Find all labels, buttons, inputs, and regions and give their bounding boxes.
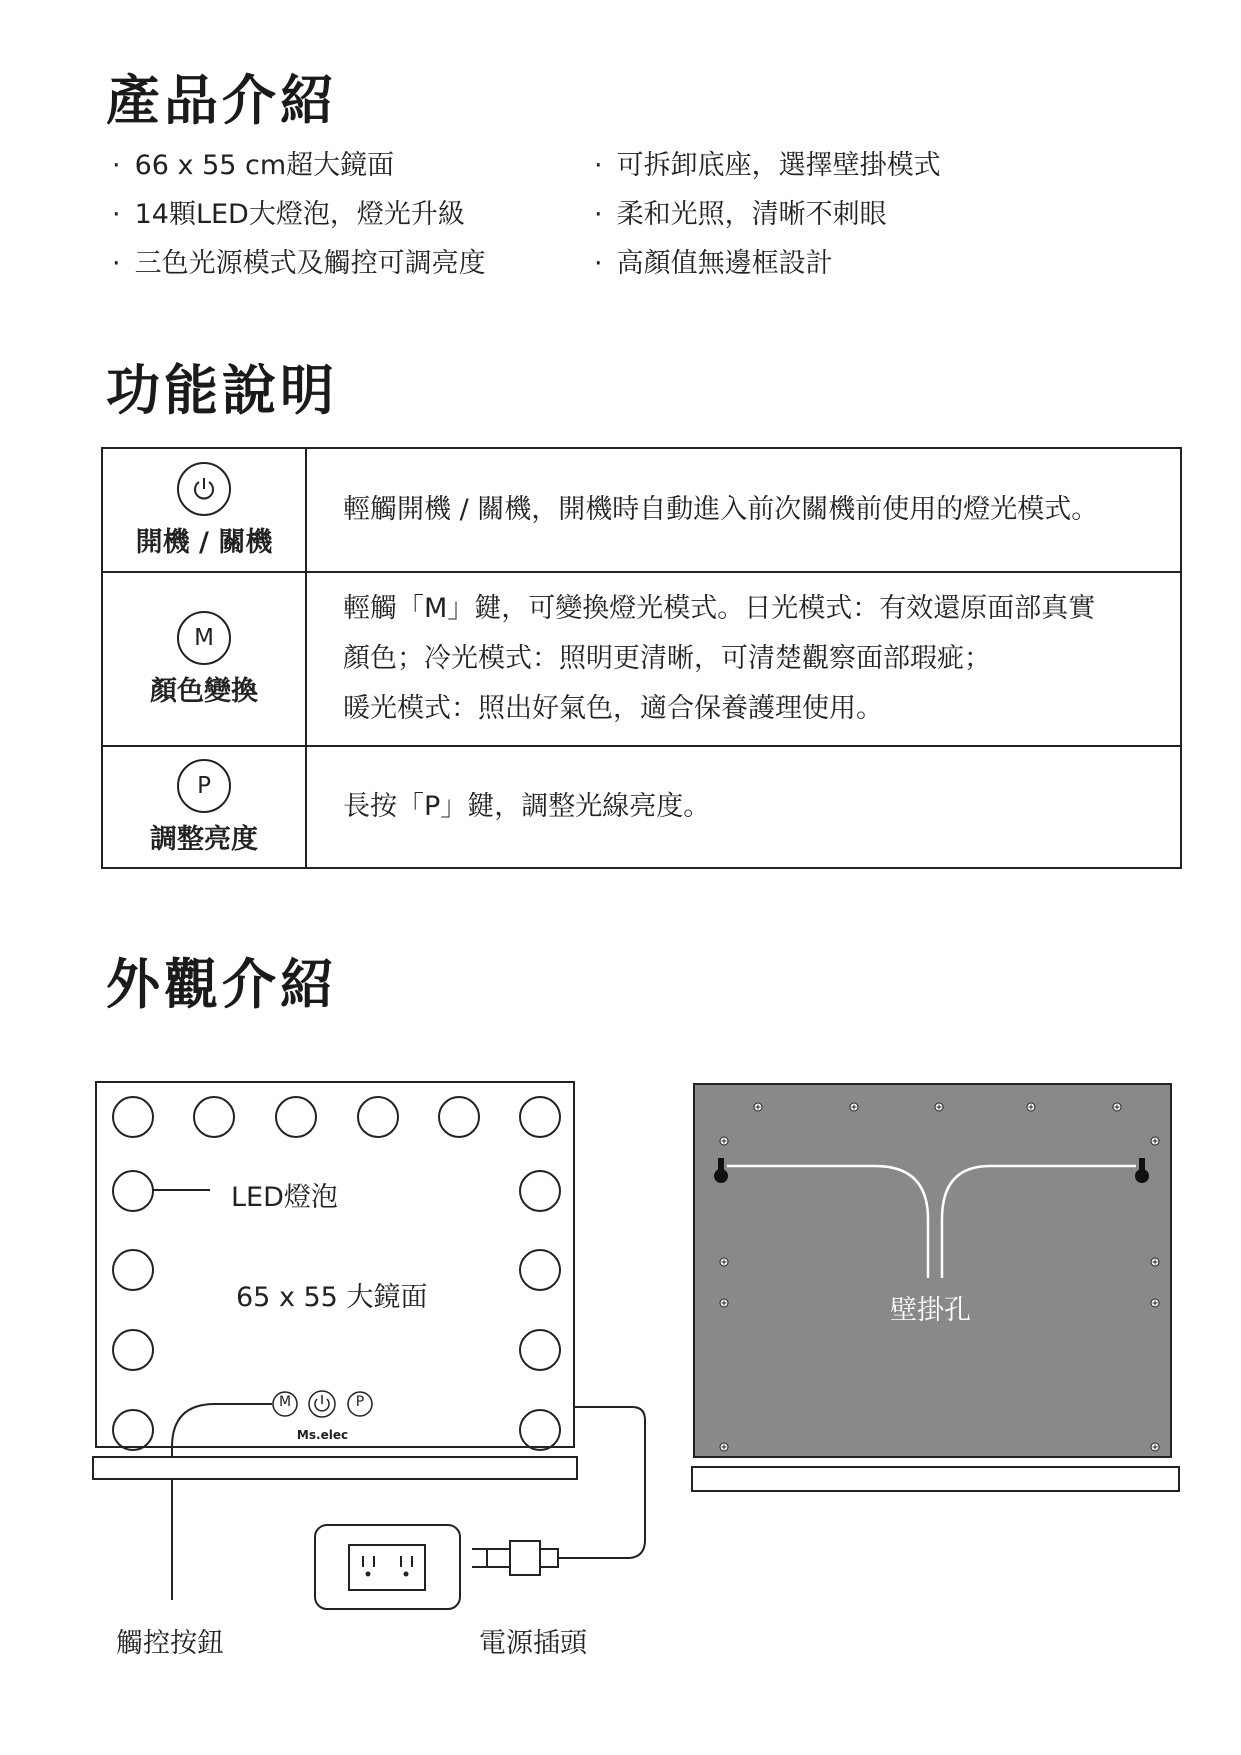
feature-item: · 66 x 55 cm超大鏡面: [112, 141, 486, 190]
led-label: LED燈泡: [231, 1182, 338, 1213]
wall-hole-label: 壁掛孔: [890, 1295, 971, 1326]
screw-icon: [935, 1103, 943, 1111]
screw-icon: [720, 1137, 728, 1145]
brand-label: Ms.elec: [296, 1428, 349, 1442]
screw-icon: [1151, 1258, 1159, 1266]
p-key-icon: P: [177, 759, 231, 813]
screw-icon: [720, 1299, 728, 1307]
screw-icon: [1027, 1103, 1035, 1111]
m-key-icon: M: [177, 611, 231, 665]
function-desc: 輕觸「M」鍵，可變換燈光模式。日光模式：有效還原面部真實: [343, 593, 1096, 624]
button-m-label: M: [279, 1394, 292, 1410]
back-panel: [694, 1084, 1171, 1457]
function-desc: 顏色；冷光模式：照明更清晰，可清楚觀察面部瑕疵；: [343, 643, 991, 674]
screw-icon: [1151, 1443, 1159, 1451]
feature-item: · 柔和光照，清晰不刺眼: [594, 190, 941, 239]
mirror-size-label: 65 x 55 大鏡面: [236, 1282, 428, 1313]
feature-item: · 三色光源模式及觸控可調亮度: [112, 239, 486, 288]
touch-button-label: 觸控按鈕: [116, 1628, 224, 1659]
screw-icon: [754, 1103, 762, 1111]
screw-icon: [1151, 1299, 1159, 1307]
button-p-label: P: [355, 1394, 365, 1410]
function-desc: 暖光模式：照出好氣色，適合保養護理使用。: [343, 693, 883, 724]
function-name: 開機 / 關機: [135, 526, 273, 558]
feature-item: · 14顆LED大燈泡，燈光升級: [112, 190, 486, 239]
screw-icon: [850, 1103, 858, 1111]
outlet-icon: [315, 1525, 460, 1609]
feature-item: · 高顏值無邊框設計: [594, 239, 941, 288]
power-plug-label: 電源插頭: [479, 1628, 587, 1659]
front-base: [93, 1457, 577, 1479]
appearance-title: 外觀介紹: [106, 953, 338, 1016]
screw-icon: [1113, 1103, 1121, 1111]
functions-title: 功能說明: [106, 359, 338, 422]
power-cable: [565, 1407, 645, 1558]
back-base: [692, 1467, 1179, 1491]
feature-item: · 可拆卸底座，選擇壁掛模式: [594, 141, 941, 190]
products-title: 產品介紹: [106, 69, 338, 132]
screw-icon: [1151, 1137, 1159, 1145]
function-name: 顏色變換: [150, 675, 258, 707]
screw-icon: [720, 1443, 728, 1451]
function-name: 調整亮度: [150, 823, 258, 855]
function-desc: 長按「P」鍵，調整光線亮度。: [343, 791, 711, 822]
screw-icon: [720, 1258, 728, 1266]
function-desc: 輕觸開機 / 關機，開機時自動進入前次關機前使用的燈光模式。: [343, 494, 1099, 525]
plug-icon: [472, 1541, 565, 1575]
front-mirror: [96, 1082, 574, 1447]
